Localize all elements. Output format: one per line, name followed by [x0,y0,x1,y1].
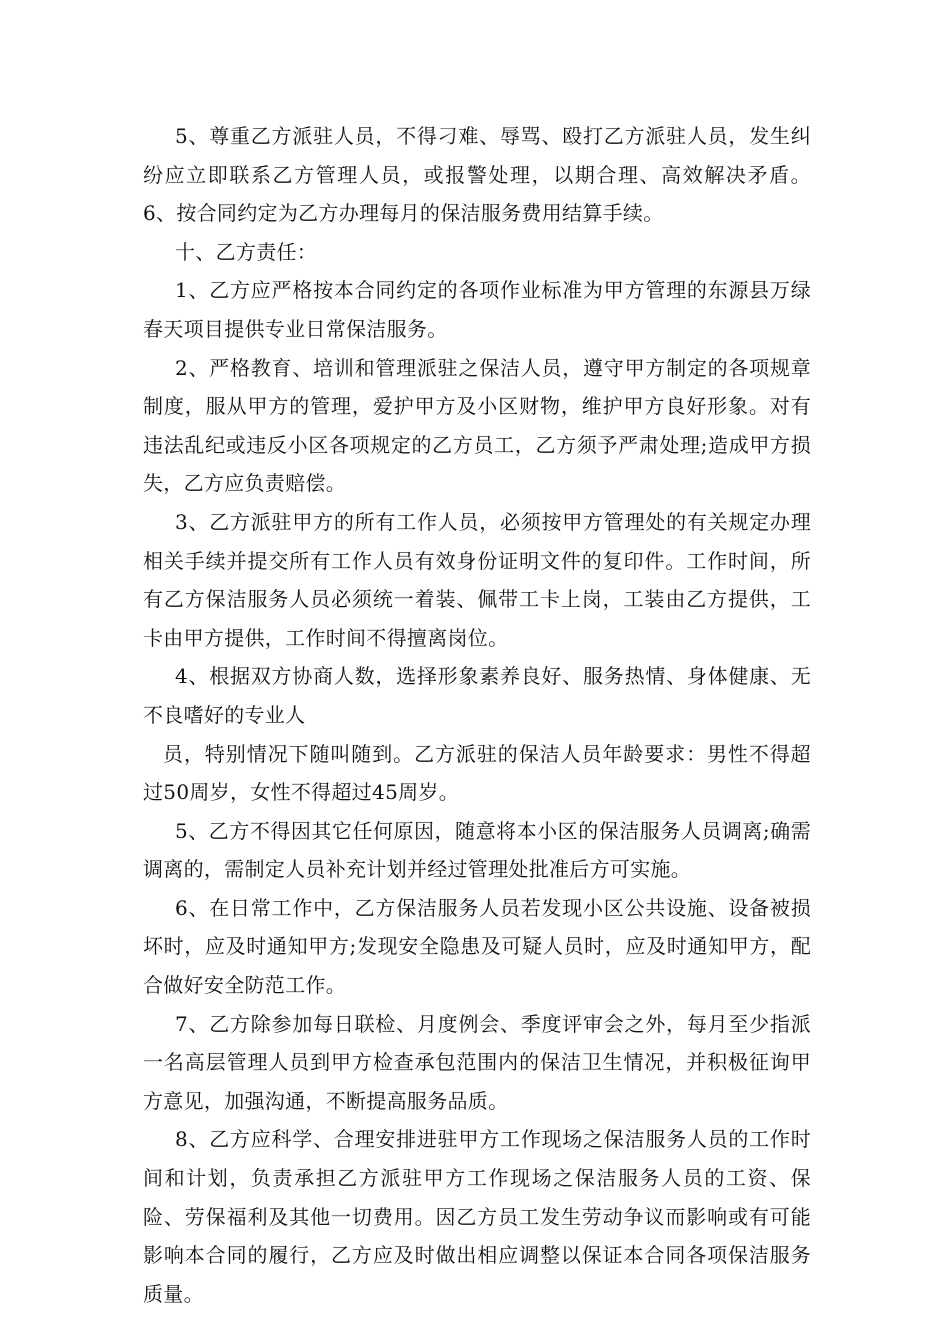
paragraph-item-8: 8、乙方应科学、合理安排进驻甲方工作现场之保洁服务人员的工作时间和计划，负责承担乙方派驻甲方工作现场之保洁服务人员的工资、保险、劳保福利及其他一切费用。因乙方员工发生劳动争议而影响或有可能影响本合同的履行，乙方应及时做出相应调整以保证本合同各项保洁服务质量。 [143,1127,811,1306]
paragraph-item-4-continued: 员，特别情况下随叫随到。乙方派驻的保洁人员年龄要求：男性不得超过50周岁，女性不得超过45周岁。 [143,741,811,805]
paragraph-item-2: 2、严格教育、培训和管理派驻之保洁人员，遵守甲方制定的各项规章制度，服从甲方的管理，爱护甲方及小区财物，维护甲方良好形象。对有违法乱纪或违反小区各项规定的乙方员工，乙方须予严肃处理;造成甲方损失，乙方应负责赔偿。 [143,355,811,496]
paragraph-clause-5-6: 5、尊重乙方派驻人员，不得刁难、辱骂、殴打乙方派驻人员，发生纠纷应立即联系乙方管理人员，或报警处理，以期合理、高效解决矛盾。 6、按合同约定为乙方办理每月的保洁服务费用结算手续。 [143,124,811,226]
paragraph-item-3: 3、乙方派驻甲方的所有工作人员，必须按甲方管理处的有关规定办理相关手续并提交所有工作人员有效身份证明文件的复印件。工作时间，所有乙方保洁服务人员必须统一着装、佩带工卡上岗，工装由乙方提供，工卡由甲方提供，工作时间不得擅离岗位。 [143,509,811,650]
section-heading-party-b-duties: 十、乙方责任： [175,239,318,264]
paragraph-item-1: 1、乙方应严格按本合同约定的各项作业标准为甲方管理的东源县万绿春天项目提供专业日常保洁服务。 [143,278,811,341]
paragraph-item-6: 6、在日常工作中，乙方保洁服务人员若发现小区公共设施、设备被损坏时，应及时通知甲方;发现安全隐患及可疑人员时，应及时通知甲方，配合做好安全防范工作。 [143,895,811,998]
paragraph-item-7: 7、乙方除参加每日联检、月度例会、季度评审会之外，每月至少指派一名高层管理人员到甲方检查承包范围内的保洁卫生情况，并积极征询甲方意见，加强沟通，不断提高服务品质。 [143,1011,811,1113]
paragraph-item-5: 5、乙方不得因其它任何原因，随意将本小区的保洁服务人员调离;确需调离的，需制定人员补充计划并经过管理处批准后方可实施。 [143,818,811,882]
document-body [143,117,811,1313]
paragraph-item-4: 4、根据双方协商人数，选择形象素养良好、服务热情、身体健康、无不良嗜好的专业人 [143,664,811,727]
